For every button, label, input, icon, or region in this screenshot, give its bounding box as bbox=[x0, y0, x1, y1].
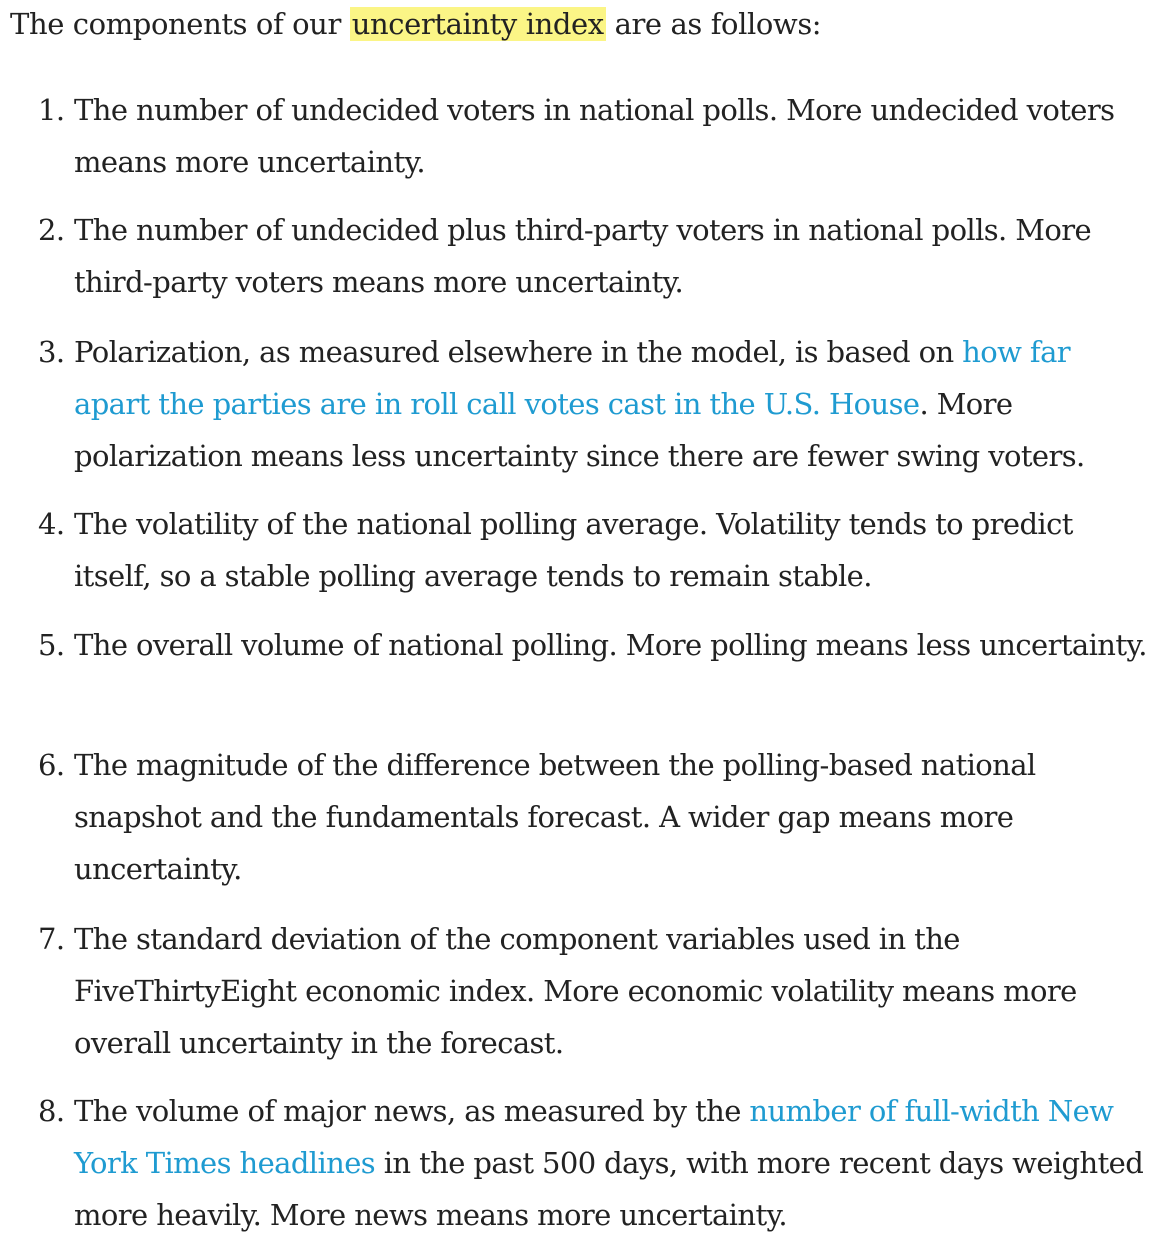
list-item-number: 6. bbox=[38, 748, 65, 782]
list-item bbox=[10, 739, 1150, 895]
list-item-number: 3. bbox=[38, 335, 65, 369]
list-item-text-after: in the past 500 days, with more recent days weighted more heavily. More news means more uncertainty. bbox=[74, 1146, 1144, 1232]
roll-call-votes-link[interactable]: how far apart the parties are in roll call votes cast in the U.S. House bbox=[74, 335, 1071, 421]
nyt-headlines-link[interactable]: number of full-width New York Times headlines bbox=[74, 1094, 1114, 1180]
list-item-number: 7. bbox=[38, 922, 65, 956]
list-item bbox=[10, 204, 1150, 308]
list-item-text: The overall volume of national polling. More polling means less uncertainty. bbox=[74, 628, 1147, 662]
list-item-text: The standard deviation of the component variables used in the FiveThirtyEight economic index. More economic volatility means more overall uncertainty in the forecast. bbox=[74, 922, 1077, 1060]
list-item-text: The number of undecided plus third-party voters in national polls. More third-party voters means more uncertainty. bbox=[74, 213, 1092, 299]
intro-text-before: The components of our bbox=[10, 7, 350, 41]
list-item bbox=[10, 913, 1150, 1069]
highlighted-term: uncertainty index bbox=[351, 7, 604, 41]
intro-text-after: are as follows: bbox=[605, 7, 822, 41]
list-item-number: 1. bbox=[38, 93, 65, 127]
list-item-text: The volatility of the national polling average. Volatility tends to predict itself, so a stable polling average tends to remain stable. bbox=[74, 507, 1073, 593]
list-item-text: The number of undecided voters in national polls. More undecided voters means more uncertainty. bbox=[74, 93, 1115, 179]
intro-paragraph bbox=[10, 0, 1150, 44]
list-item-text-before: The volume of major news, as measured by the bbox=[74, 1094, 750, 1128]
article-body bbox=[10, 0, 1150, 1232]
list-item-number: 2. bbox=[38, 213, 65, 247]
list-item bbox=[10, 84, 1150, 188]
list-item-number: 4. bbox=[38, 507, 65, 541]
list-item-text bbox=[74, 1085, 1150, 1241]
list-item-number: 5. bbox=[38, 628, 65, 662]
list-item bbox=[10, 498, 1150, 602]
list-item-text: The magnitude of the difference between the polling-based national snapshot and the fundamentals forecast. A wider gap means more uncertainty. bbox=[74, 748, 1036, 886]
list-item bbox=[10, 1085, 1150, 1241]
list-item-text-before: Polarization, as measured elsewhere in the model, is based on bbox=[74, 335, 963, 369]
list-item bbox=[10, 619, 1150, 671]
list-item-text bbox=[74, 326, 1150, 482]
list-item-number: 8. bbox=[38, 1094, 65, 1128]
list-item bbox=[10, 326, 1150, 482]
list-item-text-after: . More polarization means less uncertainty since there are fewer swing voters. bbox=[74, 387, 1085, 473]
